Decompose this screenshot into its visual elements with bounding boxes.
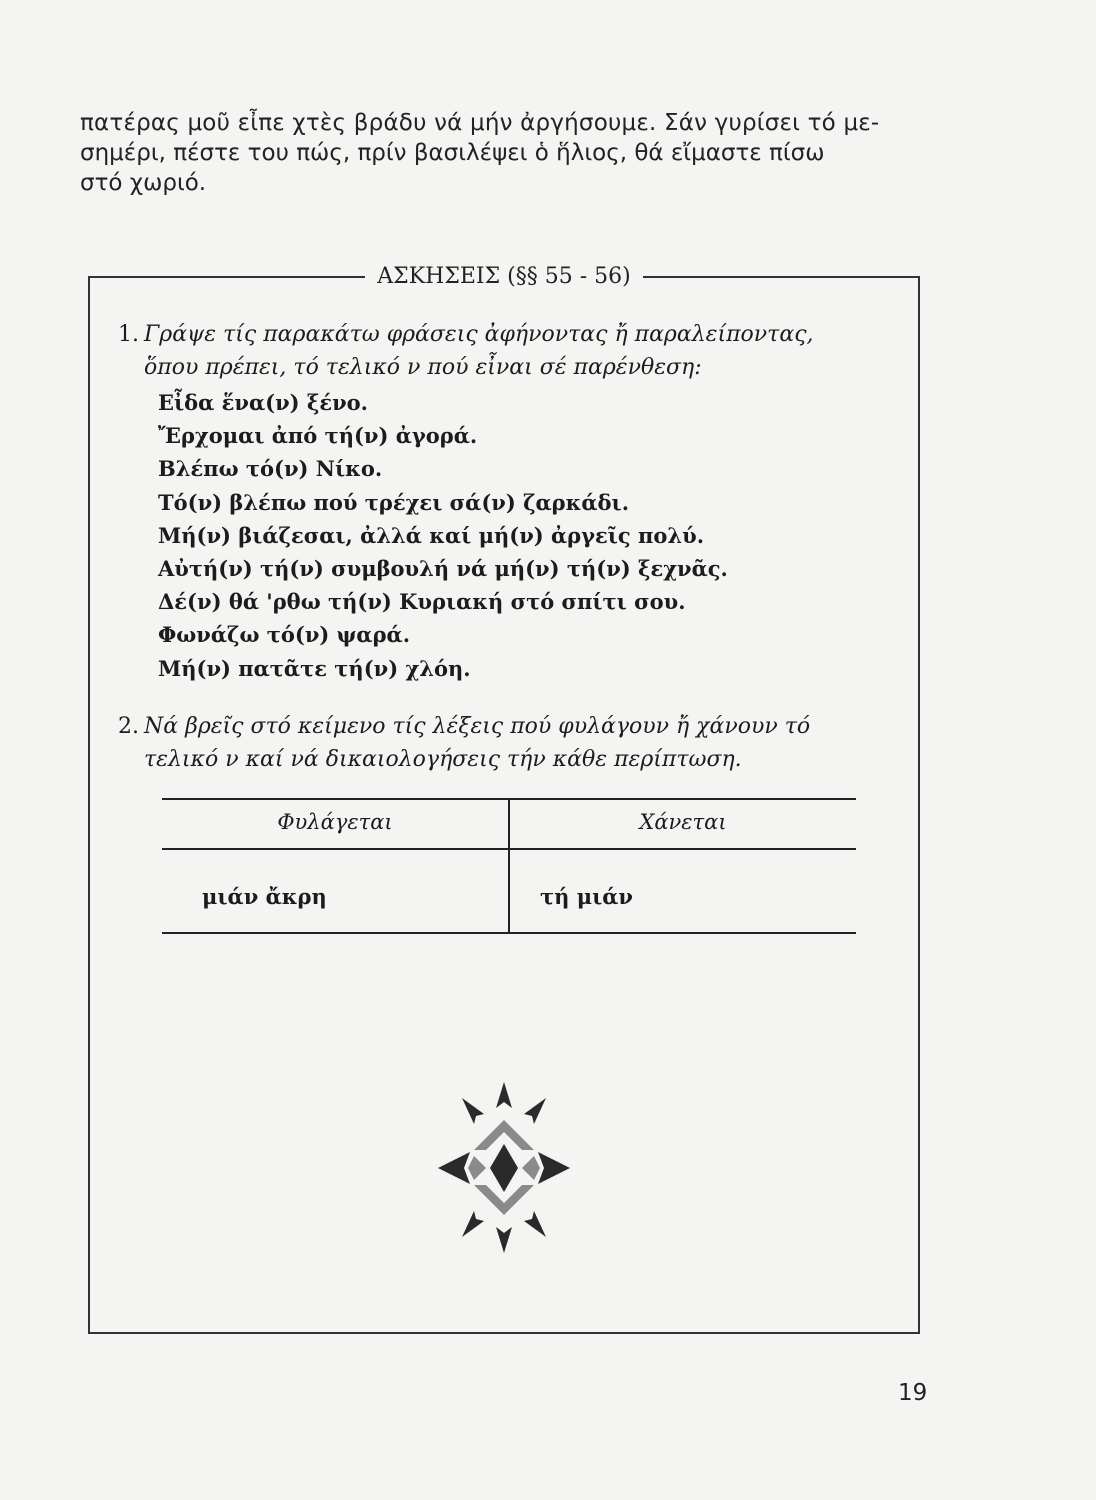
sentence: Μή(ν) βιάζεσαι, ἀλλά καί μή(ν) ἀργεῖς πολύ. [158, 522, 705, 548]
intro-line: στό χωριό. [80, 170, 207, 196]
exercise-number: 1. [118, 322, 139, 347]
exercise-instruction-line: Νά βρεῖς στό κείμενο τίς λέξεις πού φυλάγουν ἤ χάνουν τό [144, 714, 811, 739]
intro-line: σημέρι, πέστε του πώς, πρίν βασιλέψει ὁ ἥλιος, θά εἴμαστε πίσω [80, 140, 825, 166]
sentence: Δέ(ν) θά 'ρθω τή(ν) Κυριακή στό σπίτι σου. [158, 589, 686, 615]
sentence: Βλέπω τό(ν) Νίκο. [158, 456, 383, 482]
sentence: Φωνάζω τό(ν) ψαρά. [158, 622, 411, 648]
decorative-star-ornament-icon [434, 1080, 574, 1255]
sentence: Ἔρχομαι ἀπό τή(ν) ἀγορά. [158, 423, 478, 449]
exercise-instruction-line: τελικό ν καί νά δικαιολογήσεις τήν κάθε περίπτωση. [144, 747, 742, 772]
exercises-title-wrap [90, 264, 918, 289]
table-cell-lost: τή μιάν [540, 884, 633, 909]
exercise-1-sentences [158, 386, 858, 685]
exercise-2-instruction [118, 710, 898, 776]
exercise-1-instruction [118, 318, 898, 384]
answer-table [162, 798, 856, 934]
exercise-instruction-line: Γράψε τίς παρακάτω φράσεις ἀφήνοντας ἤ παραλείποντας, [144, 322, 814, 347]
table-header-divider [162, 848, 856, 850]
exercise-instruction-line: ὅπου πρέπει, τό τελικό ν πού εἶναι σέ παρένθεση: [144, 355, 702, 380]
table-header-lost: Χάνεται [639, 810, 727, 834]
intro-line: πατέρας μοῦ εἶπε χτὲς βράδυ νά μήν ἀργήσουμε. Σάν γυρίσει τό με- [80, 110, 880, 136]
sentence: Αὐτή(ν) τή(ν) συμβουλή νά μή(ν) τή(ν) ξεχνᾶς. [158, 556, 728, 582]
table-header-kept: Φυλάγεται [277, 810, 393, 834]
page-number: 19 [898, 1380, 928, 1406]
exercise-number: 2. [118, 714, 139, 739]
intro-paragraph [80, 108, 930, 198]
table-cell-kept: μιάν ἄκρη [202, 884, 327, 909]
sentence: Μή(ν) πατᾶτε τή(ν) χλόη. [158, 655, 471, 681]
exercises-title: ΑΣΚΗΣΕΙΣ (§§ 55 - 56) [365, 264, 642, 289]
sentence: Εἶδα ἕνα(ν) ξένο. [158, 390, 368, 415]
sentence: Τό(ν) βλέπω πού τρέχει σά(ν) ζαρκάδι. [158, 489, 630, 515]
